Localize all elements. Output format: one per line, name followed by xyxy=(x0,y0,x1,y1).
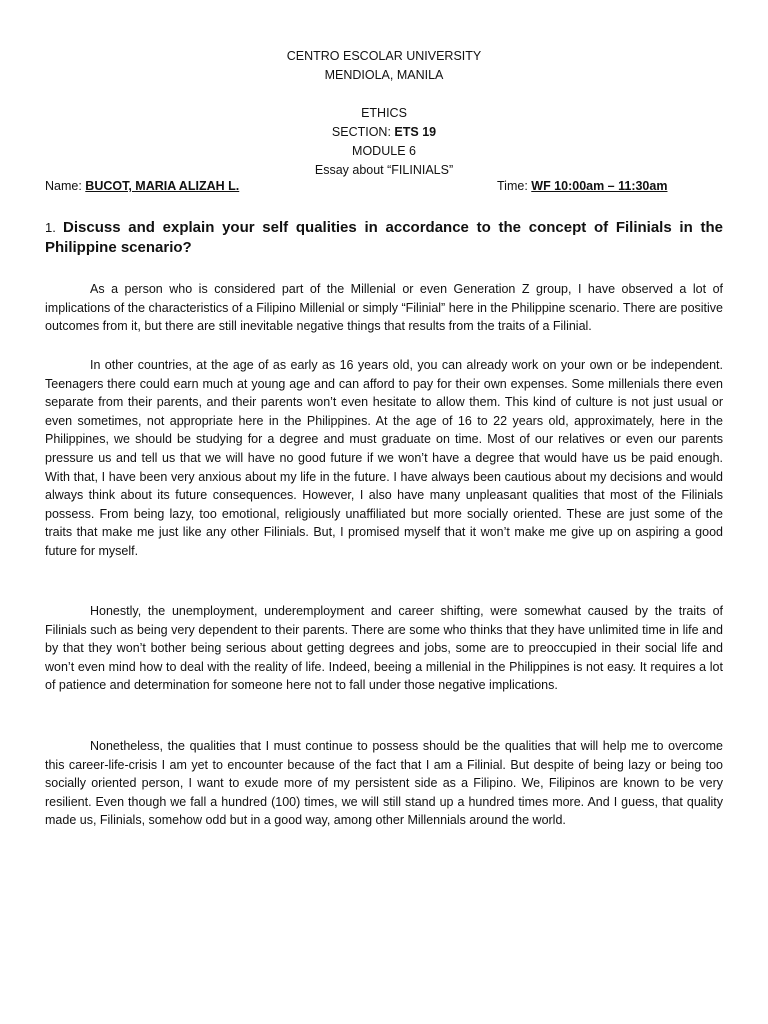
student-info-row xyxy=(45,179,725,198)
section-label: SECTION: xyxy=(331,125,395,139)
name-value: BUCOT, MARIA ALIZAH L. xyxy=(85,179,240,193)
name-label: Name: xyxy=(45,179,86,193)
university-location: MENDIOLA, MANILA xyxy=(324,68,444,82)
question-text: Discuss and explain your self qualities in accordance to the concept of Filinials in the Philippine scenario? xyxy=(45,219,723,256)
paragraph-3: Honestly, the unemployment, underemployment and career shifting, were somewhat caused by the traits of Filinials such as being very dependent to their parents. There are some who thinks that they have unlimited time in life and by that they won’t bother being serious about getting degrees and jobs, some are to preoccupied in their social life and won’t even mind how to deal with the reality of life. Indeed, beeing a millenial in the Philippines is not easy. It requires a lot of patience and determination for someone here not to fall under those negative implications. xyxy=(45,604,723,693)
university-name: CENTRO ESCOLAR UNIVERSITY xyxy=(286,49,482,63)
essay-title: Essay about “FILINIALS” xyxy=(314,163,454,177)
question-number: 1. xyxy=(45,220,64,235)
time-label: Time: xyxy=(497,179,532,193)
section-line xyxy=(0,123,768,142)
module-line: MODULE 6 xyxy=(352,144,416,158)
class-time xyxy=(497,179,667,193)
paragraph-4: Nonetheless, the qualities that I must continue to possess should be the qualities that will help me to overcome this career-life-crisis I am yet to encounter because of the fact that I am a Filinial. But despite of being lazy or being too socially oriented person, I want to exude more of my persistent side as a Filipino. We, Filipinos are known to be very resilient. Even though we fall a hundred (100) times, we will still stand up a hundred times more. And I guess, that quality made us, Filinials, somehow odd but in a good way, among other Millennials around the world. xyxy=(45,739,723,828)
section-value: ETS 19 xyxy=(394,125,437,139)
paragraph-1: As a person who is considered part of the Millenial or even Generation Z group, I have observed a lot of implications of the characteristics of a Filipino Millenial or simply “Filinial” here in the Philippine scenario. There are positive outcomes from it, but there are still inevitable negative things that results from the traits of a Filinial. xyxy=(45,282,723,334)
essay-question xyxy=(45,218,723,258)
subject-title: ETHICS xyxy=(361,106,407,120)
document-header xyxy=(0,47,768,180)
paragraph-2: In other countries, at the age of as early as 16 years old, you can already work on your own or be independent. Teenagers there could earn much at young age and can afford to pay for their own expenses. Some millenials there even separate from their parents, and their parents won’t even hesitate to allow them. This kind of culture is not just usual or even sometimes, not appropriate here in the Philippines. At the age of 16 to 22 years old, approximately, here in the Philippines, we should be studying for a degree and must graduate on time. Most of our relatives or even our parents pressure us and tell us that we will have no good future if we won’t have a degree that would have us be paid enough. With that, I have been very anxious about my life in the future. I have always been cautious about my decisions and would always think about its future consequences. However, I also have many unpleasant qualities that most of the Filinials possess. From being lazy, too emotional, religiously unaffiliated but more socially oriented. These are just some of the traits that make me just like any other Filinials. But, I promised myself that it won’t make me give up on aspiring a good future for myself. xyxy=(45,358,723,558)
header-spacer xyxy=(0,85,768,104)
time-value: WF 10:00am – 11:30am xyxy=(531,179,668,193)
student-name xyxy=(45,179,239,193)
